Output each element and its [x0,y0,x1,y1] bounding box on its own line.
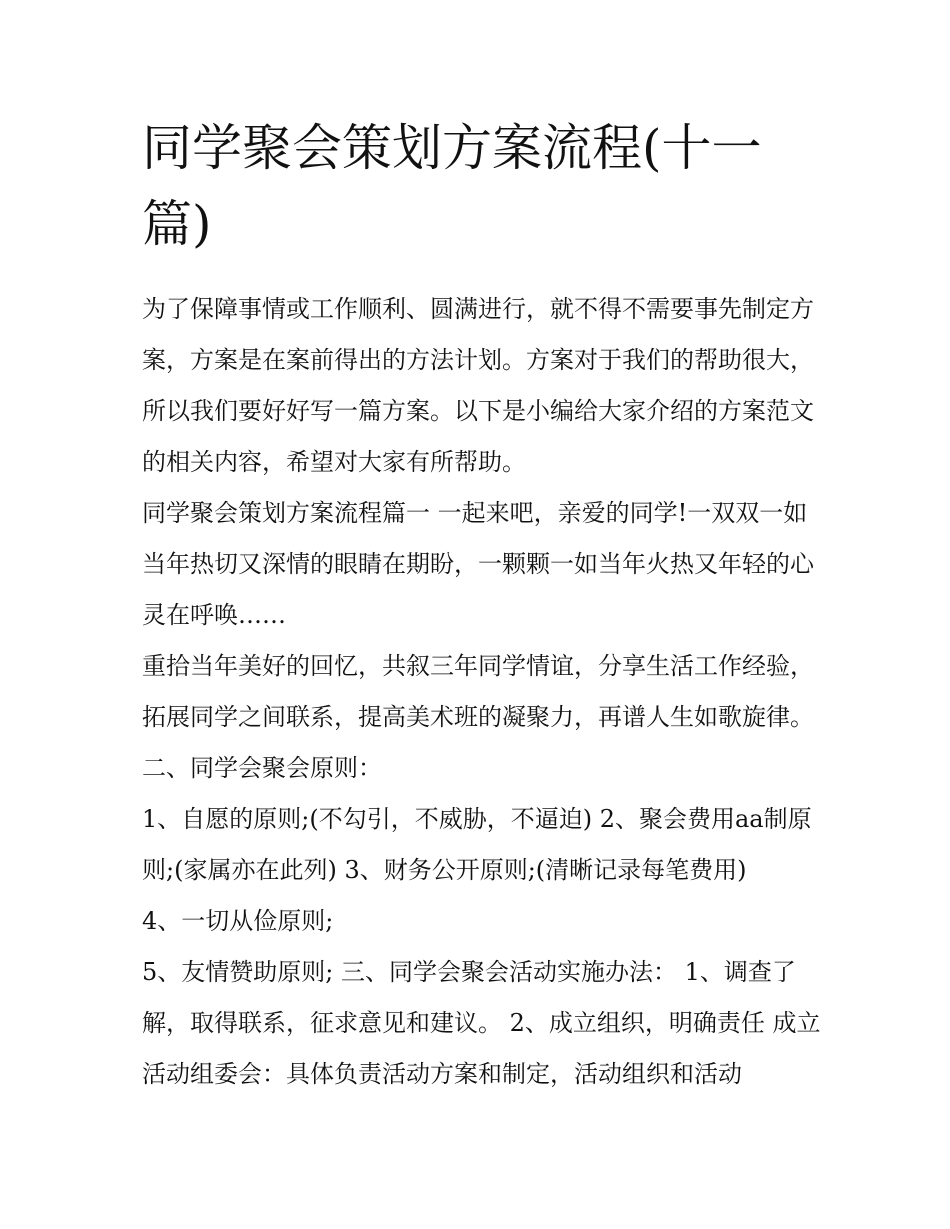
document-title: 同学聚会策划方案流程(十一篇) [142,119,762,253]
implementation-paragraph: 5、友情赞助原则; 三、同学会聚会活动实施办法： 1、调查了解，取得联系，征求意见和建议。 2、成立组织，明确责任 成立活动组委会：具体负责活动方案和制定，活动组织和活动 [142,958,821,1088]
document-paragraphs [142,284,822,1100]
section-one-paragraph: 同学聚会策划方案流程篇一 一起来吧，亲爱的同学!一双双一如当年热切又深情的眼睛在期盼，一颗颗一如当年火热又年轻的心灵在呼唤…… [142,499,814,629]
principles-paragraph: 1、自愿的原则;(不勾引，不威胁，不逼迫) 2、聚会费用aa制原则;(家属亦在此列) 3、财务公开原则;(清晰记录每笔费用) [142,805,812,884]
purpose-paragraph: 重拾当年美好的回忆，共叙三年同学情谊，分享生活工作经验，拓展同学之间联系，提高美术班的凝聚力，再谱人生如歌旋律。 二、同学会聚会原则： [142,652,814,782]
document-body [142,110,822,1100]
frugal-principle-paragraph: 4、一切从俭原则; [142,907,334,935]
intro-paragraph: 为了保障事情或工作顺利、圆满进行，就不得不需要事先制定方案，方案是在案前得出的方法计划。方案对于我们的帮助很大，所以我们要好好写一篇方案。以下是小编给大家介绍的方案范文的相关内容，希望对大家有所帮助。 [142,295,814,476]
